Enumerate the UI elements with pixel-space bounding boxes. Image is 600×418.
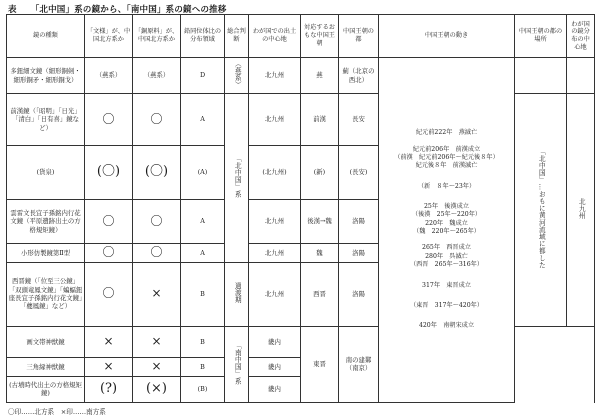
site-cell: 北九州	[249, 94, 301, 146]
mirror-type-cell: 雲雷文長宜子孫銘内行花文鏡（平原遺跡出土の方格規矩鏡）	[7, 200, 85, 244]
distribution-north: 北九州	[577, 197, 586, 220]
judgment-south: 「南中国」系	[233, 341, 242, 385]
site-cell: 北九州	[249, 262, 301, 326]
judgment-transition-cell	[225, 262, 249, 326]
dynasty-cell: 後漢→魏	[301, 200, 339, 244]
pattern-cell: ×	[85, 358, 133, 377]
event-line: 265年 西晋成立	[422, 244, 471, 252]
table-wrapper	[6, 14, 594, 403]
mirror-type-cell: (古墳時代出土の方格規矩鏡)	[7, 376, 85, 402]
capital-cell: (長安)	[339, 146, 379, 200]
caption-title: 「北中国」系の鏡から、「南中国」系の鏡への推移	[30, 5, 227, 15]
pattern-cell: （燕系）	[85, 58, 133, 94]
lead-isotope-cell: A	[181, 94, 225, 146]
site-cell: 北九州	[249, 200, 301, 244]
event-line: 25年 後漢成立	[424, 203, 469, 211]
pattern-cell: (?)	[85, 376, 133, 402]
event-line: 317年 東晋成立	[422, 281, 471, 289]
header-pattern: 「文様」が、中国北方系か	[85, 15, 133, 58]
capital-place-north: 「北中国」…おもに黄河流域に都した	[537, 148, 546, 269]
copper-cell: 〇	[133, 244, 181, 263]
dynasty-cell: (新)	[301, 146, 339, 200]
caption-label: 表	[8, 5, 17, 15]
capital-cell: 薊（北京の西北）	[339, 58, 379, 94]
capital-cell: 洛陽	[339, 200, 379, 244]
mirror-type-cell: 西晋鏡（「位至三公鏡」「双頭竜鳳文鏡」「蝙蝠鈕座長宜子孫銘内行花文鏡」「夔鳳鏡」など）	[7, 262, 85, 326]
copper-cell: （燕系）	[133, 58, 181, 94]
capital-place-cell	[515, 58, 567, 94]
site-cell: 北九州	[249, 244, 301, 263]
mirror-type-cell: (貨泉)	[7, 146, 85, 200]
copper-cell: (×)	[133, 376, 181, 402]
event-line: （東晋 317年～420年）	[409, 301, 484, 309]
dynasty-events-cell	[379, 58, 515, 403]
judgment-south-cell	[225, 326, 249, 402]
header-lead-isotope: 鉛同位体比の分布領域	[181, 15, 225, 58]
event-line: 420年 南朝宋成立	[418, 322, 475, 330]
event-line: 紀元前206年 前漢成立	[412, 145, 481, 153]
mirror-type-cell: 多鈕細文鏡（細形銅剣・細形銅矛・細形銅戈）	[7, 58, 85, 94]
mirror-type-cell: 画文帯神獣鏡	[7, 326, 85, 358]
pattern-cell: (〇)	[85, 146, 133, 200]
event-line: （魏 220年～265年）	[413, 228, 480, 236]
copper-cell: 〇	[133, 94, 181, 146]
header-excavation-site: わが国での出土の中心地	[249, 15, 301, 58]
distribution-north-cell	[567, 94, 595, 327]
site-cell: 北九州	[249, 58, 301, 94]
event-line: （後漢 25年～220年）	[411, 211, 482, 219]
table-row	[7, 58, 595, 94]
header-capital-place: 中国王朝の都の場所	[515, 15, 567, 58]
dynasty-cell: 燕	[301, 58, 339, 94]
legend: 〇印……北方系 ×印……南方系	[8, 408, 106, 416]
dynasty-east-jin-cell: 東晋	[301, 326, 339, 402]
capital-jiankang-cell: 南の建鄴（南京）	[339, 326, 379, 402]
judgment-transition: 過渡期	[233, 282, 242, 304]
header-copper: 「銅原料」が、中国北方系か	[133, 15, 181, 58]
pattern-cell: 〇	[85, 94, 133, 146]
lead-isotope-cell: A	[181, 200, 225, 244]
mirror-type-cell: 小形仿製鏡第Ⅱ型	[7, 244, 85, 263]
copper-cell: ×	[133, 262, 181, 326]
lead-isotope-cell: B	[181, 358, 225, 377]
copper-cell: (〇)	[133, 146, 181, 200]
site-cell: 畿内	[249, 326, 301, 358]
pattern-cell: 〇	[85, 244, 133, 263]
mirror-type-cell: 前漢鏡（「昭明」「日光」「清白」「日有喜」鏡など）	[7, 94, 85, 146]
judgment-cell	[225, 58, 249, 94]
event-line: （新 ８年～23年）	[417, 182, 476, 190]
copper-cell: ×	[133, 326, 181, 358]
event-line: 220年 魏成立	[425, 219, 468, 227]
header-row	[7, 15, 595, 58]
header-judgment: 総合判断	[225, 15, 249, 58]
capital-cell: 洛陽	[339, 244, 379, 263]
dynasty-cell: 魏	[301, 244, 339, 263]
event-line: 紀元前222年 燕滅亡	[415, 129, 478, 137]
site-cell: (北九州)	[249, 146, 301, 200]
lead-isotope-cell: (A)	[181, 146, 225, 200]
header-capital: 中国王朝の都	[339, 15, 379, 58]
header-distribution: わが国の鏡分布の中心地	[567, 15, 595, 58]
judgment-north-cell	[225, 94, 249, 263]
distribution-cell	[567, 58, 595, 94]
header-dynasty: 対応するおもな中国王朝	[301, 15, 339, 58]
dynasty-cell: 西晋	[301, 262, 339, 326]
mirror-type-cell: 三角縁神獣鏡	[7, 358, 85, 377]
header-dynasty-events: 中国王朝の動き	[379, 15, 515, 58]
copper-cell: 〇	[133, 200, 181, 244]
mirror-transition-table	[6, 14, 595, 403]
event-line: （西晋 265年～316年）	[409, 261, 484, 269]
copper-cell: ×	[133, 358, 181, 377]
judgment-yan: （燕系）	[233, 60, 242, 89]
judgment-north: 「北中国」系	[233, 155, 242, 198]
event-line: 紀元後８年 前漢滅亡	[415, 162, 478, 170]
lead-isotope-cell: B	[181, 326, 225, 358]
capital-cell: 長安	[339, 94, 379, 146]
pattern-cell: ×	[85, 326, 133, 358]
dynasty-cell: 前漢	[301, 94, 339, 146]
lead-isotope-cell: A	[181, 244, 225, 263]
lead-isotope-cell: (B)	[181, 376, 225, 402]
capital-place-north-cell	[515, 94, 567, 327]
lead-isotope-cell: D	[181, 58, 225, 94]
site-cell: 畿内	[249, 358, 301, 377]
event-line: 280年 呉滅亡	[425, 252, 468, 260]
header-mirror-type: 鏡の種類	[7, 15, 85, 58]
event-line: （前漢 紀元前206年～紀元後８年）	[394, 153, 499, 161]
lead-isotope-cell: B	[181, 262, 225, 326]
pattern-cell: 〇	[85, 200, 133, 244]
pattern-cell: 〇	[85, 262, 133, 326]
capital-cell: 洛陽	[339, 262, 379, 326]
site-cell: 畿内	[249, 376, 301, 402]
